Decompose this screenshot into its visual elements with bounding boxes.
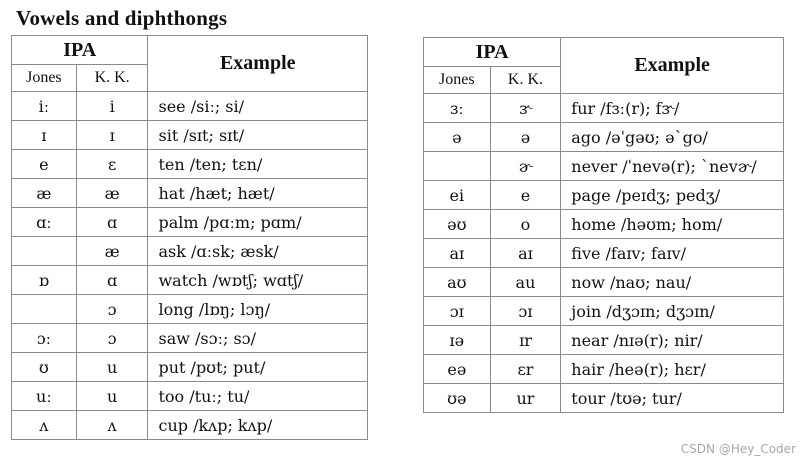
example-word: now /naʊ; nau/ bbox=[561, 268, 784, 297]
table-row bbox=[12, 179, 368, 208]
kk-header: K. K. bbox=[490, 67, 561, 94]
jones-symbol: əʊ bbox=[424, 210, 491, 239]
jones-symbol: ʌ bbox=[12, 411, 77, 440]
kk-symbol: ə bbox=[490, 123, 561, 152]
kk-symbol: ʌ bbox=[76, 411, 148, 440]
kk-symbol: ɪ bbox=[76, 121, 148, 150]
example-word: long /lɒŋ; lɔŋ/ bbox=[148, 295, 368, 324]
example-word: see /siː; si/ bbox=[148, 92, 368, 121]
jones-header: Jones bbox=[424, 67, 491, 94]
kk-symbol: i bbox=[76, 92, 148, 121]
jones-symbol: ə bbox=[424, 123, 491, 152]
table-row bbox=[424, 123, 784, 152]
table-row bbox=[424, 268, 784, 297]
kk-symbol: e bbox=[490, 181, 561, 210]
kk-symbol: æ bbox=[76, 179, 148, 208]
kk-symbol: ɑ bbox=[76, 266, 148, 295]
example-word: page /peɪdʒ; pedʒ/ bbox=[561, 181, 784, 210]
jones-symbol bbox=[12, 237, 77, 266]
kk-symbol: u bbox=[76, 382, 148, 411]
table-row bbox=[12, 353, 368, 382]
table-row bbox=[424, 152, 784, 181]
kk-symbol: ɑ bbox=[76, 208, 148, 237]
example-header: Example bbox=[561, 38, 784, 94]
example-word: never /ˈnevə(r); ˋnevɚ/ bbox=[561, 152, 784, 181]
example-word: saw /sɔː; sɔ/ bbox=[148, 324, 368, 353]
ipa-header: IPA bbox=[12, 36, 148, 65]
kk-symbol: ɝ bbox=[490, 94, 561, 123]
table-row bbox=[12, 237, 368, 266]
jones-symbol: e bbox=[12, 150, 77, 179]
table-row bbox=[12, 208, 368, 237]
example-word: home /həʊm; hom/ bbox=[561, 210, 784, 239]
kk-symbol: ɪr bbox=[490, 326, 561, 355]
table-row bbox=[424, 355, 784, 384]
jones-symbol: ei bbox=[424, 181, 491, 210]
example-word: fur /fɜː(r); fɝ/ bbox=[561, 94, 784, 123]
kk-symbol: u bbox=[76, 353, 148, 382]
jones-symbol: ɔː bbox=[12, 324, 77, 353]
example-word: hair /heə(r); hɛr/ bbox=[561, 355, 784, 384]
vowels-table-left bbox=[11, 35, 368, 440]
table-row bbox=[12, 411, 368, 440]
example-word: hat /hæt; hæt/ bbox=[148, 179, 368, 208]
table-row bbox=[12, 324, 368, 353]
jones-symbol: ʊ bbox=[12, 353, 77, 382]
jones-symbol: iː bbox=[12, 92, 77, 121]
vowels-table-right bbox=[423, 37, 784, 413]
example-word: palm /pɑːm; pɑm/ bbox=[148, 208, 368, 237]
watermark: CSDN @Hey_Coder bbox=[680, 442, 796, 456]
example-word: sit /sɪt; sɪt/ bbox=[148, 121, 368, 150]
kk-symbol: ɚ bbox=[490, 152, 561, 181]
table-row bbox=[424, 210, 784, 239]
jones-symbol: ɪə bbox=[424, 326, 491, 355]
table-row bbox=[12, 266, 368, 295]
jones-symbol: ɪ bbox=[12, 121, 77, 150]
jones-symbol bbox=[12, 295, 77, 324]
jones-symbol: uː bbox=[12, 382, 77, 411]
table-row bbox=[424, 94, 784, 123]
kk-symbol: o bbox=[490, 210, 561, 239]
kk-header: K. K. bbox=[76, 65, 148, 92]
kk-symbol: ɔ bbox=[76, 295, 148, 324]
kk-symbol: ɔ bbox=[76, 324, 148, 353]
table-row bbox=[424, 297, 784, 326]
kk-symbol: ur bbox=[490, 384, 561, 413]
example-word: ten /ten; tɛn/ bbox=[148, 150, 368, 179]
table-row bbox=[12, 92, 368, 121]
example-word: put /pʊt; put/ bbox=[148, 353, 368, 382]
table-row bbox=[12, 295, 368, 324]
jones-symbol: ʊə bbox=[424, 384, 491, 413]
example-word: too /tuː; tu/ bbox=[148, 382, 368, 411]
table-row bbox=[12, 121, 368, 150]
jones-symbol: ɒ bbox=[12, 266, 77, 295]
jones-symbol: eə bbox=[424, 355, 491, 384]
ipa-header: IPA bbox=[424, 38, 561, 67]
table-row bbox=[424, 326, 784, 355]
example-word: cup /kʌp; kʌp/ bbox=[148, 411, 368, 440]
example-word: join /dʒɔɪn; dʒɔɪn/ bbox=[561, 297, 784, 326]
jones-symbol: æ bbox=[12, 179, 77, 208]
kk-symbol: ɛ bbox=[76, 150, 148, 179]
kk-symbol: aɪ bbox=[490, 239, 561, 268]
example-word: near /nɪə(r); nir/ bbox=[561, 326, 784, 355]
example-word: tour /tʊə; tur/ bbox=[561, 384, 784, 413]
example-word: five /faɪv; faɪv/ bbox=[561, 239, 784, 268]
example-word: ago /əˈgəʊ; əˋgo/ bbox=[561, 123, 784, 152]
kk-symbol: ɛr bbox=[490, 355, 561, 384]
example-header: Example bbox=[148, 36, 368, 92]
table-row bbox=[424, 181, 784, 210]
jones-symbol: aɪ bbox=[424, 239, 491, 268]
page-title: Vowels and diphthongs bbox=[16, 6, 228, 30]
jones-header: Jones bbox=[12, 65, 77, 92]
table-row bbox=[424, 239, 784, 268]
kk-symbol: ɔɪ bbox=[490, 297, 561, 326]
example-word: ask /ɑːsk; æsk/ bbox=[148, 237, 368, 266]
example-word: watch /wɒtʃ; wɑtʃ/ bbox=[148, 266, 368, 295]
jones-symbol: ɔɪ bbox=[424, 297, 491, 326]
jones-symbol: ɑː bbox=[12, 208, 77, 237]
jones-symbol: aʊ bbox=[424, 268, 491, 297]
table-row bbox=[12, 382, 368, 411]
jones-symbol bbox=[424, 152, 491, 181]
kk-symbol: æ bbox=[76, 237, 148, 266]
kk-symbol: au bbox=[490, 268, 561, 297]
table-row bbox=[12, 150, 368, 179]
table-row bbox=[424, 384, 784, 413]
jones-symbol: ɜː bbox=[424, 94, 491, 123]
